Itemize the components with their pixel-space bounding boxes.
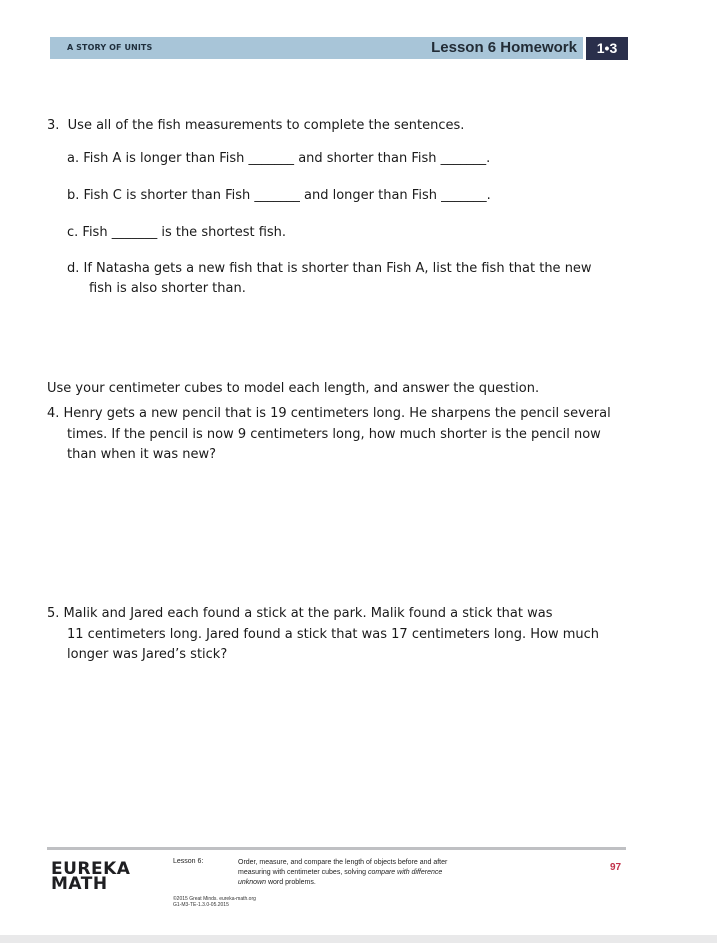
footer-copyright: ©2015 Great Minds. eureka-math.org G1-M3-TE-1.3.0-05.2015 xyxy=(173,896,256,908)
cube-instruction: Use your centimeter cubes to model each length, and answer the question. xyxy=(47,381,540,396)
problem-5-line3: longer was Jared’s stick? xyxy=(67,647,228,662)
problem-4-line3: than when it was new? xyxy=(67,447,217,462)
series-label: A STORY OF UNITS xyxy=(67,43,153,52)
eureka-math-logo: EUREKA MATH xyxy=(51,859,131,894)
problem-3-prompt: 3. Use all of the fish measurements to complete the sentences. xyxy=(47,118,465,133)
module-badge: 1•3 xyxy=(586,37,628,60)
problem-3d-line2: fish is also shorter than. xyxy=(89,281,246,296)
problem-3b: b. Fish C is shorter than Fish _______ and longer than Fish _______. xyxy=(67,188,491,203)
problem-5-line2: 11 centimeters long. Jared found a stick that was 17 centimeters long. How much xyxy=(67,627,600,642)
footer-lesson-description: Order, measure, and compare the length of objects before and after measuring with centimeter cubes, solving compare with difference unknown word problems. xyxy=(238,859,448,886)
problem-4-line2: times. If the pencil is now 9 centimeters long, how much shorter is the pencil now xyxy=(67,427,601,442)
problem-3c: c. Fish _______ is the shortest fish. xyxy=(67,225,287,240)
problem-3a: a. Fish A is longer than Fish _______ and shorter than Fish _______. xyxy=(67,151,491,166)
footer-rule xyxy=(47,847,626,850)
problem-4-line1: 4. Henry gets a new pencil that is 19 centimeters long. He sharpens the pencil several xyxy=(47,406,611,421)
problem-3d-line1: d. If Natasha gets a new fish that is shorter than Fish A, list the fish that the new xyxy=(67,261,592,276)
page-title: Lesson 6 Homework xyxy=(431,39,577,56)
footer-lesson-label: Lesson 6: xyxy=(173,858,204,865)
problem-5-line1: 5. Malik and Jared each found a stick at the park. Malik found a stick that was xyxy=(47,606,553,621)
page-number: 97 xyxy=(610,862,622,873)
